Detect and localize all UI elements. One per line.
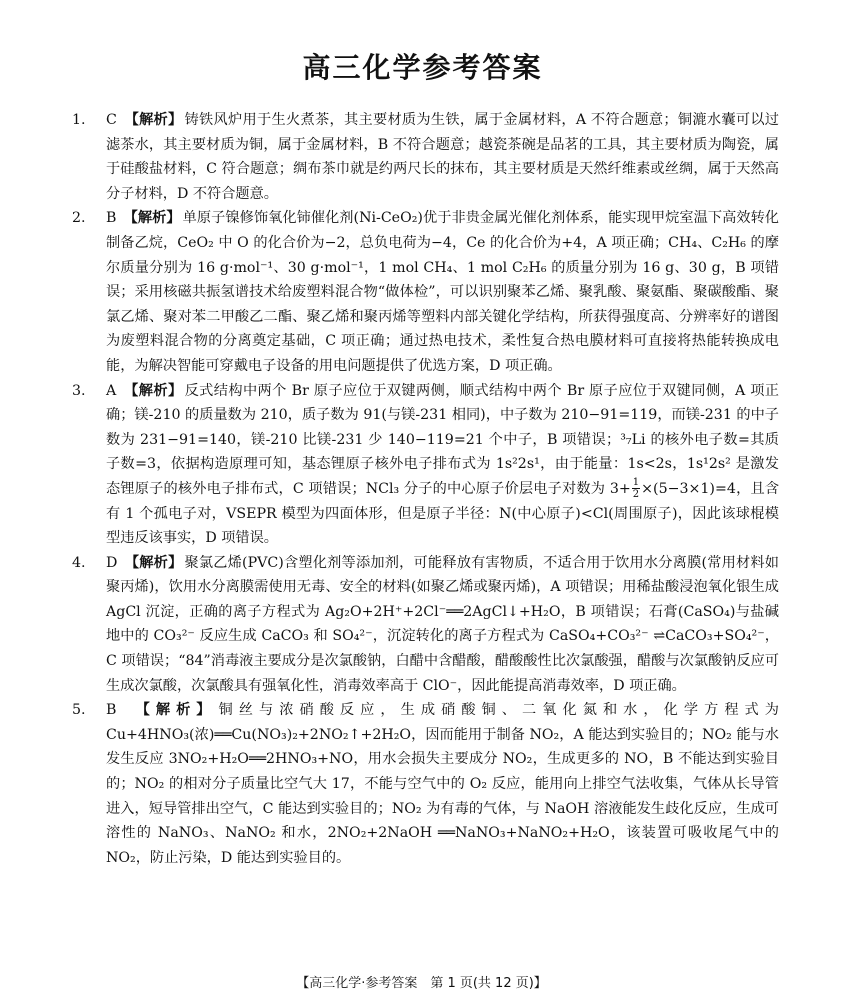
question-number: 3. <box>72 382 86 399</box>
analysis-text-part-b: ×(5−3×1)=4，且含有 1 个孤电子对，VSEPR 模型为四面体形，但是原子半径：N(中心原子)<Cl(周围原子)，因此该球棍模型违反该事实，D 项错误。 <box>106 480 780 547</box>
fraction-numerator: 1 <box>632 477 640 489</box>
question-number: 2. <box>72 210 86 227</box>
answer-letter: D <box>106 554 118 571</box>
analysis-text: 聚氯乙烯(PVC)含塑化剂等添加剂，可能释放有害物质，不适合用于饮用水分离膜(常用材料如聚丙烯)，饮用水分离膜需使用无毒、安全的材料(如聚乙烯或聚丙烯)，A 项错误；用稀盐酸浸泡氧化银生成 AgCl 沉淀，正确的离子方程式为 Ag₂O+2H⁺+2Cl⁻══2AgCl↓+H₂O，B 项错误；石膏(CaSO₄)与盐碱地中的 CO₃²⁻ 反应生成 CaCO₃ 和 SO₄²⁻，沉淀转化的离子方程式为 CaSO₄+CO₃²⁻ ⇌CaCO₃+SO₄²⁻，C 项错误；“84”消毒液主要成分是次氯酸钠，白醋中含醋酸，醋酸酸性比次氯酸强，醋酸与次氯酸钠反应可生成次氯酸，次氯酸具有强氧化性，消毒效率高于 ClO⁻，因此能提高消毒效率，D 项正确。 <box>106 554 779 694</box>
fraction-denominator: 2 <box>632 489 640 501</box>
analysis-tag: 【解析】 <box>131 382 183 399</box>
analysis-tag: 【解析】 <box>142 702 217 719</box>
answer-item-5 <box>72 698 779 870</box>
question-number: 1. <box>72 112 86 128</box>
answer-letter: C <box>106 112 117 128</box>
analysis-text: 铜丝与浓硝酸反应，生成硝酸铜、二氧化氮和水，化学方程式为 Cu+4HNO₃(浓)══Cu(NO₃)₂+2NO₂↑+2H₂O，因而能用于制备 NO₂，A 能达到实验目的；NO₂ 能与水发生反应 3NO₂+H₂O══2HNO₃+NO，用水会损失主要成分 NO₂，生成更多的 NO，B 不能达到实验目的；NO₂ 的相对分子质量比空气大 17，不能与空气中的 O₂ 反应，能用向上排空气法收集，气体从长导管进入，短导管排出空气，C 能达到实验目的；NO₂ 为有毒的气体，与 NaOH 溶液能发生歧化反应，生成可溶性的 NaNO₃、NaNO₂ 和水，2NO₂+2NaOH ══NaNO₃+NaNO₂+H₂O，该装置可吸收尾气中的 NO₂，防止污染，D 能达到实验目的。 <box>106 702 779 866</box>
analysis-text: 单原子镍修饰氧化铈催化剂(Ni-CeO₂)优于非贵金属光催化剂体系，能实现甲烷室温下高效转化制备乙烷，CeO₂ 中 O 的化合价为−2，总负电荷为−4，Ce 的化合价为+4，A 项正确；CH₄、C₂H₆ 的摩尔质量分别为 16 g·mol⁻¹、30 g·mol⁻¹，1 mol CH₄、1 mol C₂H₆ 的质量分别为 16 g、30 g，B 项错误；采用核磁共振氢谱技术给废塑料混合物“做体检”，可以识别聚苯乙烯、聚乳酸、聚氨酯、聚碳酸酯、聚氯乙烯、聚对苯二甲酸乙二酯、聚乙烯和聚丙烯等塑料内部关键化学结构，所获得强度高、分辨率好的谱图为废塑料混合物的分离奠定基础，C 项正确；通过热电技术，柔性复合热电膜材料可直接将热能转换成电能，为解决智能可穿戴电子设备的用电问题提供了优选方案，D 项正确。 <box>106 210 779 374</box>
analysis-tag: 【解析】 <box>131 554 183 571</box>
page-footer: 【高三化学·参考答案 第 1 页(共 12 页)】 <box>296 976 547 991</box>
answer-letter: A <box>106 382 117 399</box>
answer-item-2 <box>72 206 779 378</box>
analysis-tag: 【解析】 <box>131 112 183 128</box>
page-title: 高三化学参考答案 <box>302 51 543 84</box>
fraction <box>632 477 640 500</box>
question-number: 5. <box>72 702 86 719</box>
answer-letter: B <box>106 210 117 227</box>
analysis-text: 铸铁风炉用于生火煮茶，其主要材质为生铁，属于金属材料，A 不符合题意；铜漉水囊可以过滤茶水，其主要材质为铜，属于金属材料，B 不符合题意；越瓷茶碗是品茗的工具，其主要材质为陶瓷，属于硅酸盐材料，C 符合题意；绸布茶巾就是约两尺长的抹布，其主要材质是天然纤维素或丝绸，属于天然高分子材料，D 不符合题意。 <box>106 112 779 202</box>
answer-letter: B <box>106 702 117 719</box>
answer-item-4 <box>72 551 779 699</box>
analysis-text-part-a: 反式结构中两个 Br 原子应位于双键两侧，顺式结构中两个 Br 原子应位于双键同侧，A 项正确；镁-210 的质量数为 210，质子数为 91(与镁-231 相同)，中子数为 210−91=119，而镁-231 的中子数为 231−91=140，镁-210 比镁-231 少 140−119=21 个中子，B 项错误；³₇Li 的核外电子数=其质子数=3，依据构造原理可知，基态锂原子核外电子排布式为 1s²2s¹，由于能量：1s<2s，1s¹2s² 是激发态锂原子的核外电子排布式，C 项错误；NCl₃ 分子的中心原子价层电子对数为 3+ <box>106 382 779 497</box>
question-number: 4. <box>72 554 86 571</box>
analysis-tag: 【解析】 <box>130 210 181 227</box>
answer-item-1 <box>72 108 779 206</box>
answer-item-3 <box>72 379 780 551</box>
